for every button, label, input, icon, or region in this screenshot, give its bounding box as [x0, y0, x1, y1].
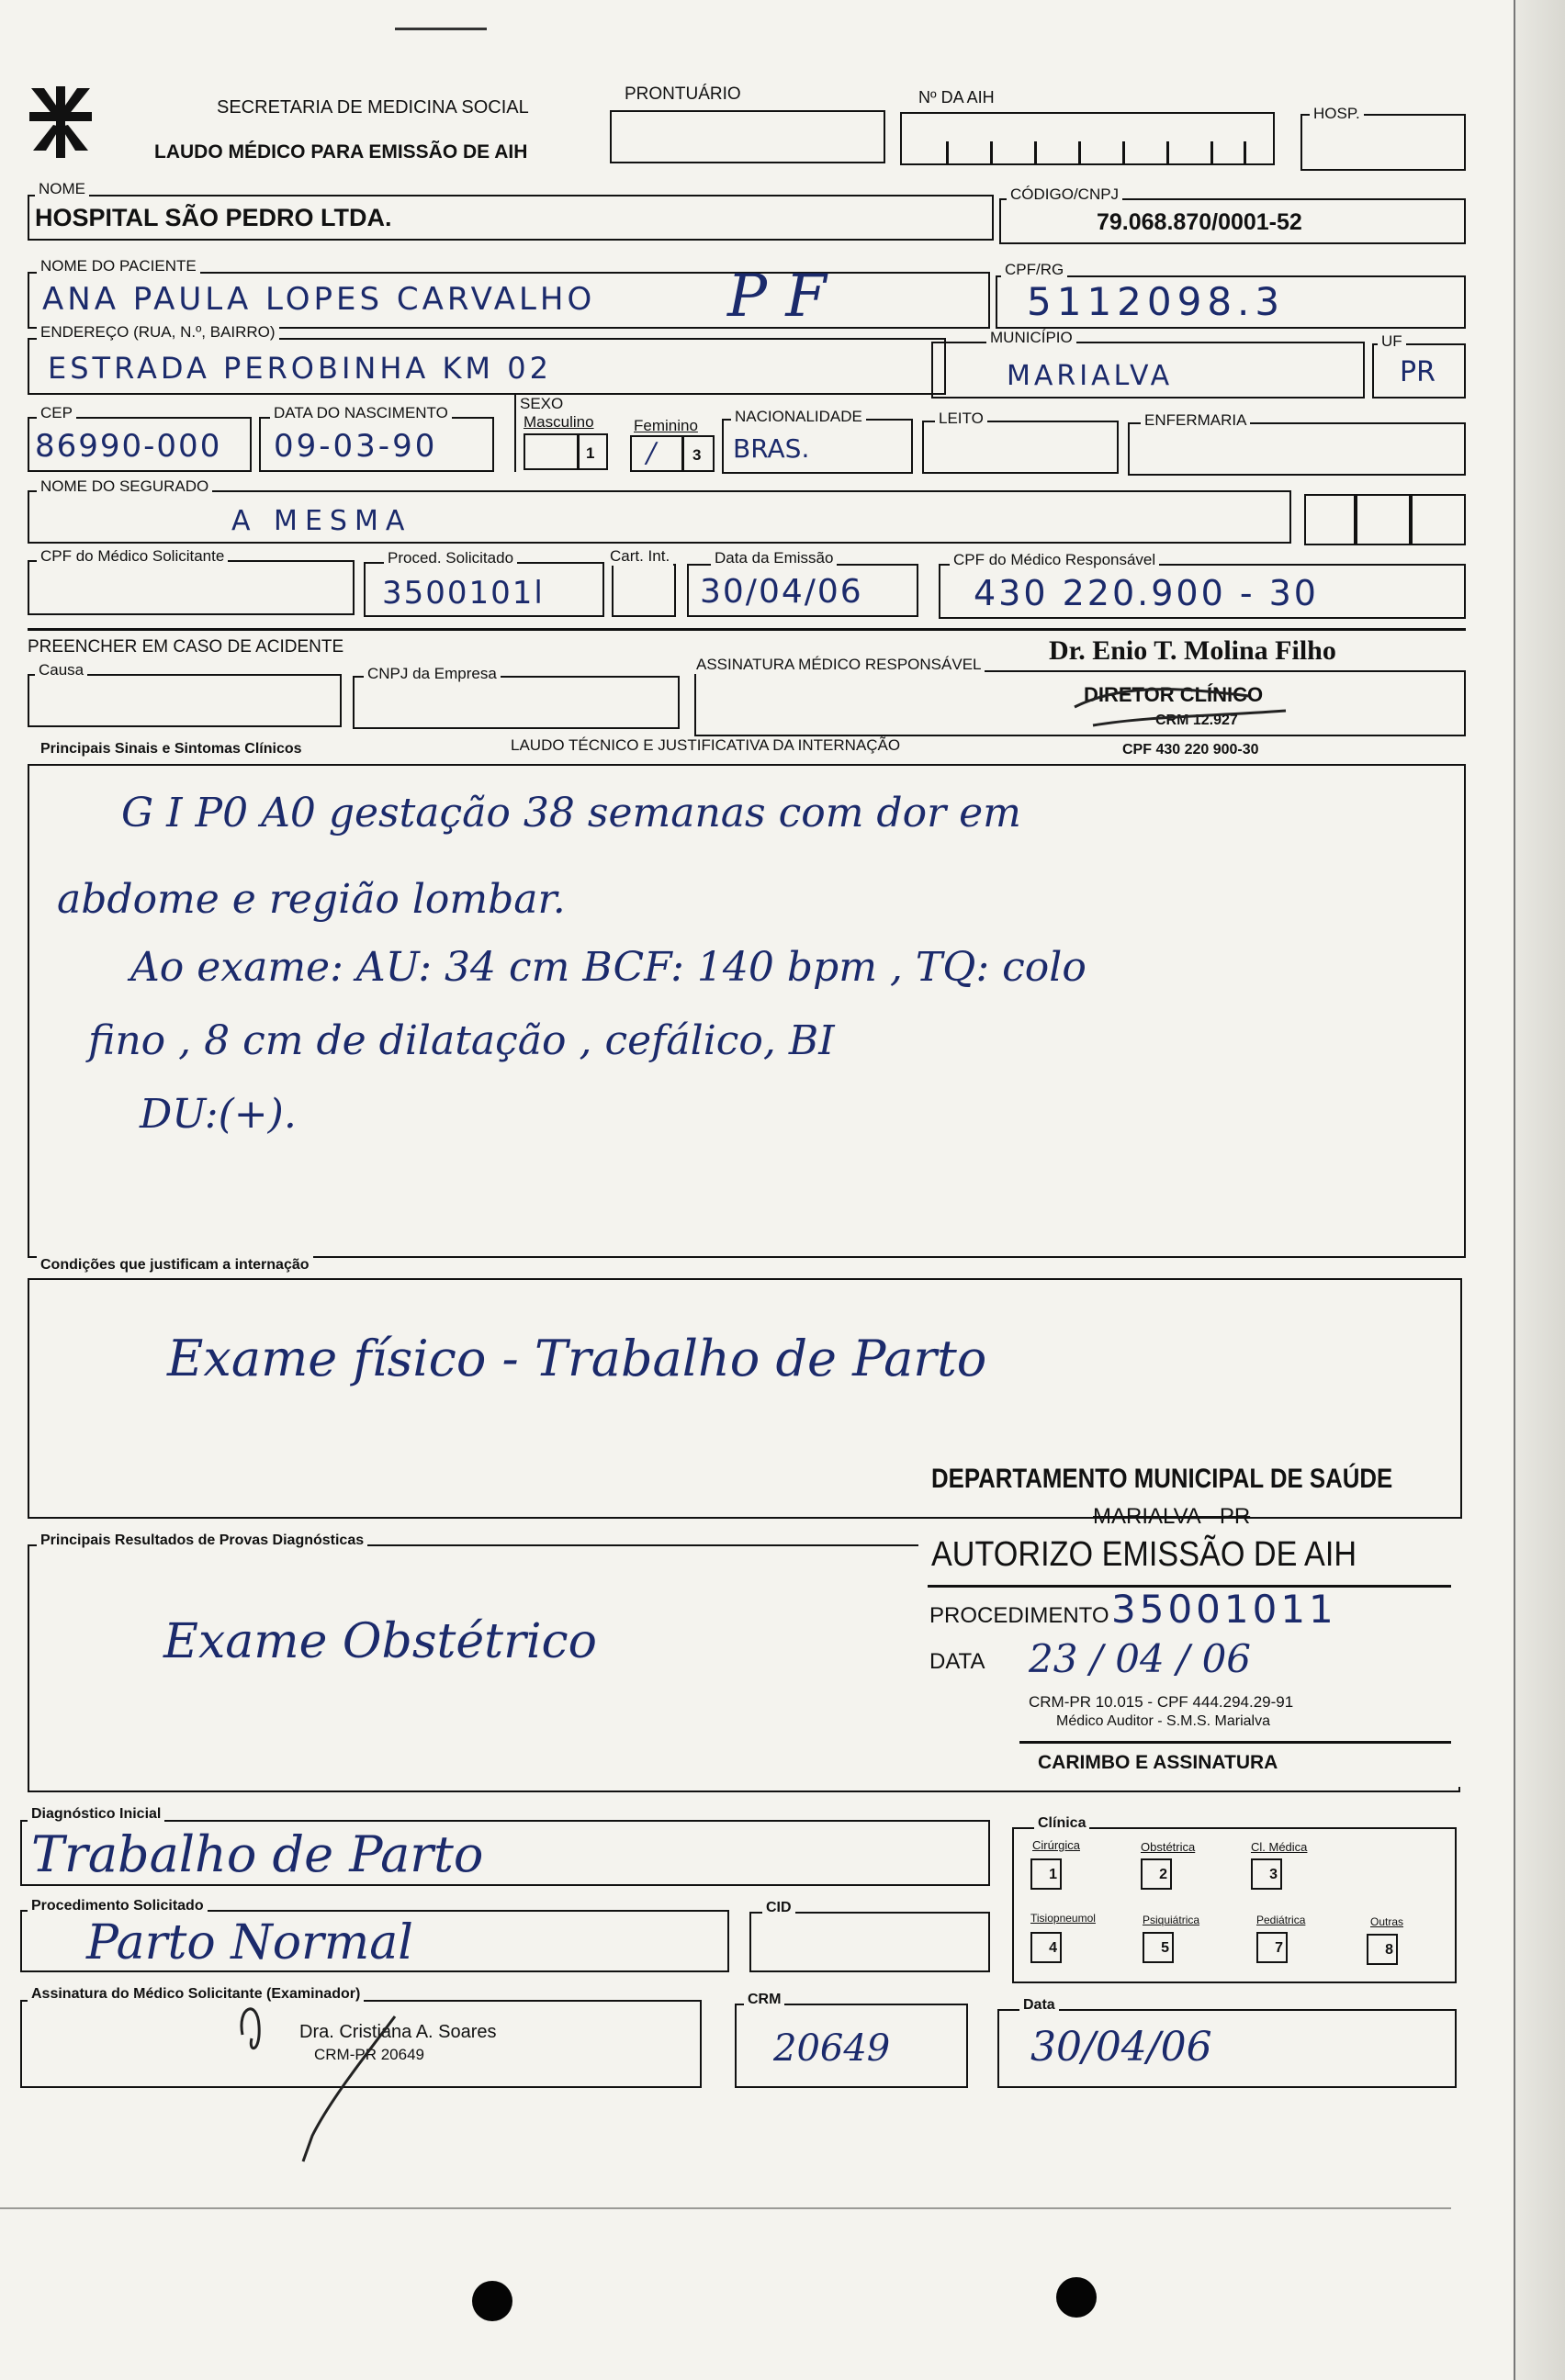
feminino-mark: /	[647, 437, 657, 469]
clinica-pediatrica-label: Pediátrica	[1256, 1914, 1306, 1926]
cnpj-empresa-field[interactable]	[353, 676, 680, 729]
masculino-checkbox[interactable]	[524, 433, 608, 470]
clinica-obstetrica-code: 2	[1159, 1867, 1167, 1882]
clinica-tisio-label: Tisiopneumol	[1030, 1912, 1096, 1925]
birthdate-label: DATA DO NASCIMENTO	[270, 404, 452, 422]
carimbo-label: CARIMBO E ASSINATURA	[1038, 1752, 1278, 1773]
clinica-medica-label: Cl. Médica	[1251, 1840, 1308, 1854]
segurado-code-2[interactable]	[1356, 494, 1411, 545]
rubric-pf: P F	[727, 263, 827, 331]
cpf-rg-field[interactable]	[996, 275, 1466, 329]
form-title: LAUDO MÉDICO PARA EMISSÃO DE AIH	[154, 141, 528, 163]
uf-value: PR	[1400, 356, 1436, 388]
clinica-tisio-checkbox[interactable]	[1030, 1932, 1062, 1963]
segurado-field[interactable]	[28, 490, 1291, 544]
assinatura-solicitante-label: Assinatura do Médico Solicitante (Examinador)	[28, 1985, 364, 2004]
cpf-rg-label: CPF/RG	[1001, 261, 1067, 279]
proced-solicitado-label: Proced. Solicitado	[384, 549, 517, 567]
cid-field[interactable]	[749, 1912, 990, 1972]
sinais-sintomas-field[interactable]	[28, 764, 1466, 1258]
cnpj-label: CÓDIGO/CNPJ	[1007, 185, 1122, 204]
condicoes-label: Condições que justificam a internação	[37, 1256, 313, 1274]
masculino-code: 1	[586, 444, 595, 462]
responsible-signature	[1065, 679, 1304, 735]
clinica-outras-code: 8	[1385, 1942, 1393, 1958]
segurado-label: NOME DO SEGURADO	[37, 477, 212, 496]
cid-label: CID	[762, 1899, 795, 1917]
num-aih-field[interactable]	[900, 112, 1275, 165]
patient-name: ANA PAULA LOPES CARVALHO	[42, 281, 596, 318]
sinais-sintomas-label: Principais Sinais e Sintomas Clínicos	[37, 740, 306, 758]
causa-label: Causa	[35, 661, 87, 679]
resultados-label: Principais Resultados de Provas Diagnósticas	[37, 1532, 367, 1550]
acidente-title: PREENCHER EM CASO DE ACIDENTE	[28, 637, 344, 657]
diagnostico-label: Diagnóstico Inicial	[28, 1805, 164, 1824]
procedimento-stamp-value: 35001011	[1111, 1587, 1337, 1632]
cart-int-field[interactable]	[612, 564, 676, 617]
leito-field[interactable]	[922, 421, 1119, 474]
sinais-line-3: Ao exame: AU: 34 cm BCF: 140 bpm , TQ: colo	[130, 944, 1086, 991]
hosp-label: HOSP.	[1310, 105, 1364, 123]
cep-label: CEP	[37, 404, 76, 422]
address-label: ENDEREÇO (RUA, N.º, BAIRRO)	[37, 323, 279, 342]
right-edge-shadow	[1514, 0, 1565, 2380]
nome-label: NOME	[35, 180, 89, 198]
clinica-cirurgica-checkbox[interactable]	[1030, 1858, 1062, 1890]
address-value: ESTRADA PEROBINHA KM 02	[48, 351, 552, 386]
cep-value: 86990-000	[35, 428, 222, 465]
clinica-outras-label: Outras	[1370, 1915, 1404, 1928]
laudo-section-title: LAUDO TÉCNICO E JUSTIFICATIVA DA INTERNAÇÃO	[511, 736, 901, 754]
clinica-obstetrica-label: Obstétrica	[1141, 1840, 1196, 1854]
inamps-logo	[26, 84, 96, 160]
clinica-pediatrica-checkbox[interactable]	[1256, 1932, 1288, 1963]
clinica-tisio-code: 4	[1049, 1940, 1057, 1956]
hospital-name: HOSPITAL SÃO PEDRO LTDA.	[35, 204, 392, 231]
cnpj-empresa-label: CNPJ da Empresa	[364, 665, 501, 683]
clinica-psiquiatrica-label: Psiquiátrica	[1143, 1914, 1200, 1926]
authorization-stamp	[918, 1530, 1460, 1787]
patient-name-label: NOME DO PACIENTE	[37, 257, 200, 275]
crm-field[interactable]	[735, 2004, 968, 2088]
auditor-line: Médico Auditor - S.M.S. Marialva	[1056, 1713, 1270, 1729]
diagnostico-value: Trabalho de Parto	[31, 1825, 484, 1883]
cpf-medico-solicitante-label: CPF do Médico Solicitante	[37, 547, 228, 566]
proced-solicitado-value: 3500101l	[382, 575, 545, 612]
signer-stamp-crm: CRM-PR 20649	[314, 2046, 424, 2063]
clinica-pediatrica-code: 7	[1275, 1940, 1283, 1956]
sinais-line-4: fino , 8 cm de dilatação , cefálico, BI	[88, 1017, 835, 1064]
cep-field[interactable]	[28, 417, 252, 472]
section-divider	[28, 628, 1466, 631]
sexo-label: SEXO	[520, 395, 564, 412]
punch-hole-left	[472, 2281, 512, 2321]
procedimento-value: Parto Normal	[86, 1915, 413, 1970]
scan-mark-top	[395, 28, 487, 30]
crm-label: CRM	[744, 1991, 784, 2009]
assinatura-responsavel-label: ASSINATURA MÉDICO RESPONSÁVEL	[692, 656, 985, 674]
condicoes-value: Exame físico - Trabalho de Parto	[167, 1330, 987, 1387]
procedimento-field[interactable]	[20, 1910, 729, 1972]
hospital-name-field[interactable]	[28, 195, 994, 241]
diagnostico-field[interactable]	[20, 1820, 990, 1886]
signer-stamp-name: Dra. Cristiana A. Soares	[299, 2022, 497, 2042]
birthdate-field[interactable]	[259, 417, 494, 472]
procedimento-label: Procedimento Solicitado	[28, 1897, 208, 1915]
masculino-label: Masculino	[524, 413, 594, 431]
municipio-label: MUNICÍPIO	[986, 329, 1076, 347]
dept-city-stamp: MARIALVA - PR	[1093, 1504, 1251, 1529]
data-value: 30/04/06	[1030, 2024, 1212, 2071]
enfermaria-label: ENFERMARIA	[1141, 411, 1250, 430]
sinais-line-2: abdome e região lombar.	[57, 876, 566, 923]
autorizo-text: AUTORIZO EMISSÃO DE AIH	[931, 1535, 1357, 1574]
responsible-stamp-crm: CRM 12.927	[1155, 713, 1238, 728]
leito-label: LEITO	[935, 410, 987, 428]
data-field[interactable]	[997, 2009, 1457, 2088]
data-emissao-label: Data da Emissão	[711, 549, 837, 567]
prontuario-field[interactable]	[610, 110, 885, 163]
clinica-outras-checkbox[interactable]	[1367, 1934, 1398, 1965]
nacionalidade-field[interactable]	[722, 419, 913, 474]
clinica-label: Clínica	[1034, 1814, 1089, 1833]
clinica-psiquiatrica-code: 5	[1161, 1940, 1169, 1956]
proced-solicitado-field[interactable]	[364, 562, 604, 617]
prontuario-label: PRONTUÁRIO	[625, 84, 741, 104]
cpf-medico-responsavel-label: CPF do Médico Responsável	[950, 551, 1159, 569]
data-stamp-value: 23 / 04 / 06	[1029, 1636, 1252, 1681]
scan-line-bottom	[0, 2207, 1451, 2209]
org-name: SECRETARIA DE MEDICINA SOCIAL	[217, 97, 529, 118]
cnpj-value: 79.068.870/0001-52	[1097, 209, 1302, 235]
punch-hole-right	[1056, 2277, 1097, 2318]
clinica-medica-checkbox[interactable]	[1251, 1858, 1282, 1890]
responsible-stamp-name: Dr. Enio T. Molina Filho	[1049, 635, 1336, 666]
feminino-checkbox[interactable]	[630, 435, 715, 472]
feminino-label: Feminino	[634, 417, 698, 434]
nacionalidade-label: NACIONALIDADE	[731, 408, 866, 426]
procedimento-stamp-label: PROCEDIMENTO	[929, 1603, 1109, 1628]
clinica-obstetrica-checkbox[interactable]	[1141, 1858, 1172, 1890]
municipio-value: MARIALVA	[1007, 360, 1174, 392]
data-label: Data	[1019, 1996, 1059, 2015]
uf-label: UF	[1378, 332, 1406, 351]
clinica-psiquiatrica-checkbox[interactable]	[1143, 1932, 1174, 1963]
cart-int-label: Cart. Int.	[606, 547, 673, 566]
segurado-code-1[interactable]	[1304, 494, 1356, 545]
address-field[interactable]	[28, 338, 946, 395]
responsible-stamp-cpf: CPF 430 220 900-30	[1122, 742, 1259, 758]
cpf-medico-responsavel-field[interactable]	[939, 564, 1466, 619]
data-emissao-field[interactable]	[687, 564, 918, 617]
resultados-value: Exame Obstétrico	[163, 1614, 597, 1669]
auditor-crm: CRM-PR 10.015 - CPF 444.294.29-91	[1029, 1693, 1294, 1711]
data-emissao-value: 30/04/06	[700, 573, 863, 611]
causa-field[interactable]	[28, 674, 342, 727]
num-aih-label: Nº DA AIH	[918, 88, 995, 107]
cpf-rg-value: 5112098.3	[1027, 279, 1286, 324]
cnpj-field[interactable]	[999, 198, 1466, 244]
dept-stamp: DEPARTAMENTO MUNICIPAL DE SAÚDE	[931, 1464, 1393, 1494]
sinais-line-5: DU:(+).	[140, 1091, 297, 1138]
clinica-medica-code: 3	[1269, 1867, 1278, 1882]
uf-field[interactable]	[1372, 343, 1466, 399]
clinica-cirurgica-label: Cirúrgica	[1032, 1838, 1081, 1852]
segurado-code-3[interactable]	[1411, 494, 1466, 545]
feminino-code: 3	[692, 446, 702, 464]
data-stamp-label: DATA	[929, 1649, 985, 1674]
crm-value: 20649	[773, 2027, 891, 2070]
municipio-field[interactable]	[931, 342, 1365, 399]
clinica-cirurgica-code: 1	[1049, 1867, 1057, 1882]
requester-signature	[230, 1998, 413, 2163]
birthdate-value: 09-03-90	[274, 428, 438, 465]
sinais-line-1: G I P0 A0 gestação 38 semanas com dor em	[121, 790, 1021, 836]
nacionalidade-value: BRAS.	[733, 433, 810, 464]
responsible-stamp-role: DIRETOR CLÍNICO	[1084, 683, 1264, 706]
cpf-medico-responsavel-value: 430 220.900 - 30	[974, 573, 1319, 613]
cpf-medico-solicitante-field[interactable]	[28, 560, 355, 615]
enfermaria-field[interactable]	[1128, 422, 1466, 476]
segurado-value: A MESMA	[231, 505, 412, 537]
